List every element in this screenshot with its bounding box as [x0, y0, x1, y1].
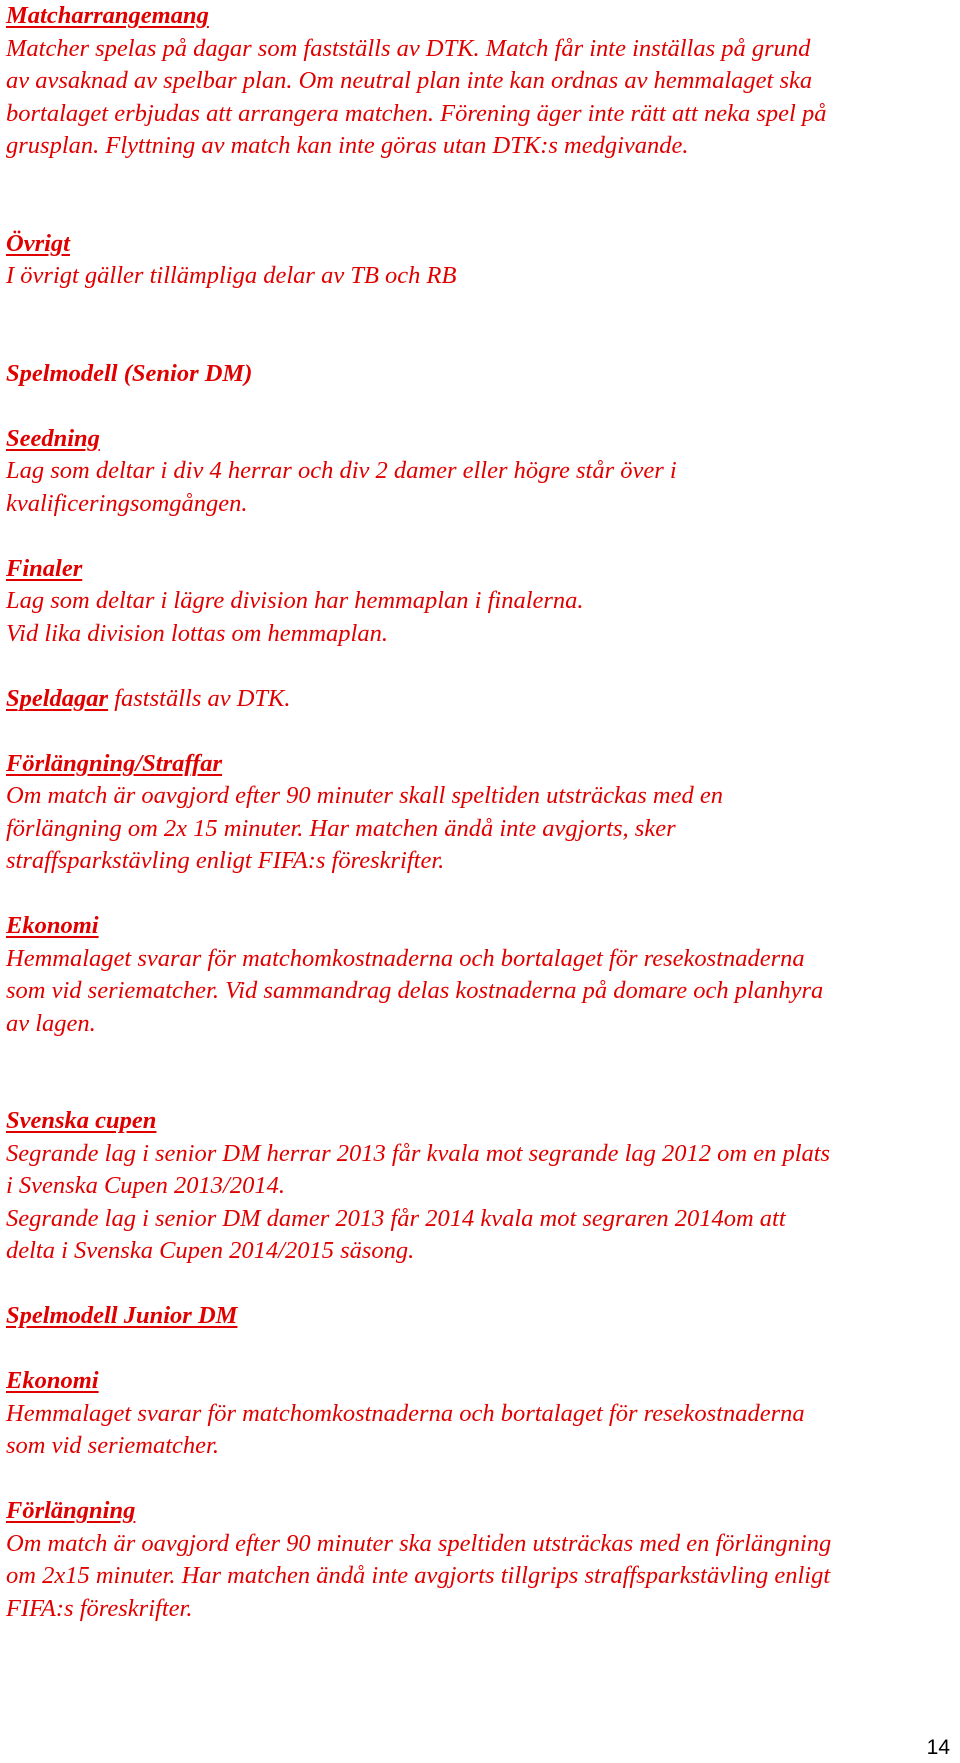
section-other — [6, 228, 954, 293]
paragraph-line: Hemmalaget svarar för matchomkostnaderna och bortalaget för resekostnaderna — [6, 1399, 805, 1427]
spacer — [6, 1333, 954, 1366]
section-title: Spelmodell Junior DM — [6, 1302, 238, 1329]
inline-text: fastställs av DTK. — [108, 684, 291, 712]
document-page — [6, 0, 954, 1625]
paragraph-line: av avsaknad av spelbar plan. Om neutral plan inte kan ordnas av hemmalaget ska — [6, 67, 813, 94]
section-senior-model — [6, 358, 954, 391]
spacer — [6, 650, 954, 683]
section-heading: Övrigt — [6, 229, 70, 257]
paragraph-line: Vid lika division lottas om hemmaplan. — [6, 619, 388, 647]
section-match-arrangement — [6, 0, 954, 163]
spacer — [6, 1268, 954, 1301]
spacer — [6, 520, 954, 553]
paragraph-line: kvalificeringsomgången. — [6, 489, 248, 517]
spacer — [6, 293, 954, 358]
paragraph-line: Matcher spelas på dagar som fastställs av DTK. Match får inte inställas på grund — [6, 34, 811, 62]
paragraph-line: i Svenska Cupen 2013/2014. — [6, 1172, 285, 1199]
paragraph-line: Hemmalaget svarar för matchomkostnaderna och bortalaget för resekostnaderna — [6, 944, 805, 972]
section-heading: Förlängning — [6, 1497, 136, 1524]
section-seeding — [6, 423, 954, 521]
spacer — [6, 1040, 954, 1105]
page-number: 14 — [926, 1736, 950, 1759]
spacer — [6, 163, 954, 228]
paragraph-line: Om match är oavgjord efter 90 minuter skall speltiden utsträckas med en — [6, 782, 723, 809]
paragraph-line: Segrande lag i senior DM herrar 2013 får kvala mot segrande lag 2012 om en plats — [6, 1139, 831, 1167]
section-heading: Finaler — [6, 554, 83, 582]
section-economy-junior — [6, 1365, 954, 1463]
spacer — [6, 1463, 954, 1496]
section-finals — [6, 553, 954, 651]
paragraph-line: Om match är oavgjord efter 90 minuter ska speltiden utsträckas med en förlängning — [6, 1529, 832, 1557]
section-junior-model — [6, 1300, 954, 1333]
paragraph-line: som vid seriematcher. — [6, 1432, 219, 1459]
paragraph-line: straffsparkstävling enligt FIFA:s föreskrifter. — [6, 847, 445, 874]
section-extension-junior — [6, 1495, 954, 1625]
paragraph-line: delta i Svenska Cupen 2014/2015 säsong. — [6, 1237, 415, 1264]
section-heading: Svenska cupen — [6, 1107, 157, 1134]
paragraph-line: förlängning om 2x 15 minuter. Har matchen ändå inte avgjorts, sker — [6, 814, 676, 842]
paragraph-line: av lagen. — [6, 1009, 96, 1037]
section-heading: Speldagar — [6, 684, 109, 712]
paragraph-line: FIFA:s föreskrifter. — [6, 1594, 193, 1622]
paragraph-line: Lag som deltar i div 4 herrar och div 2 damer eller högre står över i — [6, 457, 677, 484]
section-heading: Seedning — [6, 424, 100, 452]
section-title: Spelmodell (Senior DM) — [6, 359, 253, 387]
spacer — [6, 715, 954, 748]
paragraph-line: bortalaget erbjudas att arrangera matchen. Förening äger inte rätt att neka spel på — [6, 99, 827, 127]
section-heading: Ekonomi — [6, 912, 99, 939]
paragraph-line: som vid seriematcher. Vid sammandrag delas kostnaderna på domare och planhyra — [6, 977, 824, 1004]
section-swedish-cup — [6, 1105, 954, 1268]
paragraph-line: om 2x15 minuter. Har matchen ändå inte avgjorts tillgrips straffsparkstävling enligt — [6, 1562, 831, 1589]
section-extension-penalties — [6, 748, 954, 878]
paragraph-line: I övrigt gäller tillämpliga delar av TB och RB — [6, 262, 457, 289]
paragraph-line: Lag som deltar i lägre division har hemmaplan i finalerna. — [6, 587, 584, 614]
spacer — [6, 878, 954, 911]
spacer — [6, 390, 954, 423]
section-heading: Förlängning/Straffar — [6, 749, 223, 777]
section-economy-senior — [6, 910, 954, 1040]
section-heading: Ekonomi — [6, 1367, 99, 1394]
paragraph-line: Segrande lag i senior DM damer 2013 får 2014 kvala mot segraren 2014om att — [6, 1204, 786, 1232]
section-heading: Matcharrangemang — [6, 2, 209, 29]
paragraph-line: grusplan. Flyttning av match kan inte göras utan DTK:s medgivande. — [6, 132, 689, 159]
section-match-days — [6, 683, 954, 716]
paragraph-line — [6, 683, 954, 716]
